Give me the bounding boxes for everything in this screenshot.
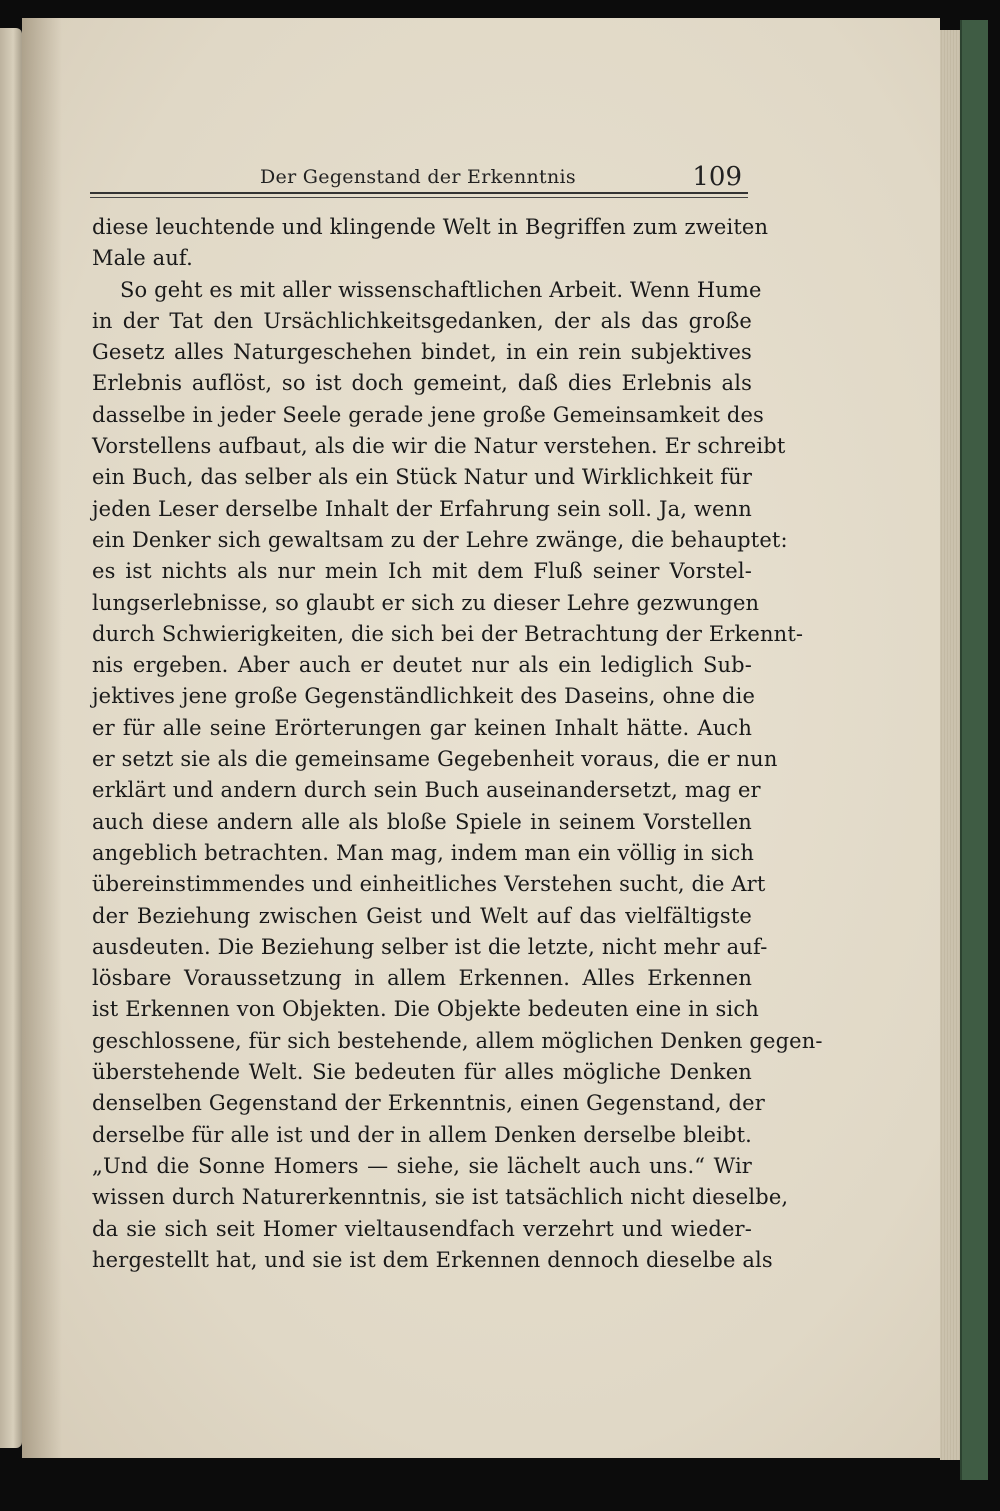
text-line: ausdeuten. Die Beziehung selber ist die letzte, nicht mehr auf- bbox=[92, 934, 768, 959]
text-line: jektives jene große Gegenständlichkeit des Daseins, ohne die bbox=[92, 684, 756, 709]
text-line: ist Erkennen von Objekten. Die Objekte bedeuten eine in sich bbox=[92, 997, 759, 1022]
text-line: übereinstimmendes und einheitliches Verstehen sucht, die Art bbox=[92, 872, 766, 897]
text-line: angeblich betrachten. Man mag, indem man ein völlig in sich bbox=[92, 840, 755, 865]
text-line: in der Tat den Ursächlichkeitsgedanken, der als das große bbox=[92, 308, 752, 333]
text-line: „Und die Sonne Homers — siehe, sie lächelt auch uns.“ Wir bbox=[92, 1153, 752, 1178]
text-line: der Beziehung zwischen Geist und Welt auf das vielfältigste bbox=[92, 903, 752, 928]
text-line: Vorstellens aufbaut, als die wir die Natur verstehen. Er schreibt bbox=[92, 434, 786, 459]
text-line: Gesetz alles Naturgeschehen bindet, in ein rein subjektives bbox=[92, 340, 752, 365]
text-line: geschlossene, für sich bestehende, allem möglichen Denken gegen- bbox=[92, 1028, 823, 1053]
text-line: überstehende Welt. Sie bedeuten für alles mögliche Denken bbox=[92, 1060, 752, 1085]
page-gutter-shadow bbox=[22, 18, 62, 1458]
book-cover-edge bbox=[960, 20, 988, 1480]
previous-page-edge bbox=[0, 28, 22, 1448]
text-line: erklärt und andern durch sein Buch auseinandersetzt, mag er bbox=[92, 778, 761, 803]
text-line: Male auf. bbox=[92, 246, 193, 271]
text-line: da sie sich seit Homer vieltausendfach verzehrt und wieder- bbox=[92, 1216, 752, 1241]
text-line: lösbare Voraussetzung in allem Erkennen. Alles Erkennen bbox=[92, 966, 752, 991]
body-text bbox=[92, 212, 823, 1276]
text-line: derselbe für alle ist und der in allem Denken derselbe bleibt. bbox=[92, 1122, 752, 1147]
page-fore-edge bbox=[940, 30, 960, 1460]
text-line: Erlebnis auflöst, so ist doch gemeint, daß dies Erlebnis als bbox=[92, 371, 752, 396]
text-line: nis ergeben. Aber auch er deutet nur als ein lediglich Sub- bbox=[92, 653, 752, 678]
text-line: lungserlebnisse, so glaubt er sich zu dieser Lehre gezwungen bbox=[92, 590, 760, 615]
text-line: dasselbe in jeder Seele gerade jene große Gemeinsamkeit des bbox=[92, 402, 764, 427]
running-header bbox=[90, 160, 750, 194]
text-line: wissen durch Naturerkenntnis, sie ist tatsächlich nicht dieselbe, bbox=[92, 1185, 789, 1210]
text-line: So geht es mit aller wissenschaftlichen Arbeit. Wenn Hume bbox=[120, 277, 762, 302]
header-rule bbox=[90, 192, 748, 194]
header-rule-thin bbox=[90, 197, 748, 198]
text-line: er für alle seine Erörterungen gar keinen Inhalt hätte. Auch bbox=[92, 715, 752, 740]
text-line: durch Schwierigkeiten, die sich bei der Betrachtung der Erkennt- bbox=[92, 621, 804, 646]
text-line: jeden Leser derselbe Inhalt der Erfahrung sein soll. Ja, wenn bbox=[92, 496, 752, 521]
text-line: ein Denker sich gewaltsam zu der Lehre zwänge, die behauptet: bbox=[92, 527, 788, 552]
text-line: auch diese andern alle als bloße Spiele in seinem Vorstellen bbox=[92, 809, 752, 834]
text-line: hergestellt hat, und sie ist dem Erkennen dennoch dieselbe als bbox=[92, 1247, 773, 1272]
text-line: ein Buch, das selber als ein Stück Natur und Wirklichkeit für bbox=[92, 465, 753, 490]
text-line: er setzt sie als die gemeinsame Gegebenheit voraus, die er nun bbox=[92, 747, 778, 772]
page-number: 109 bbox=[692, 162, 742, 192]
text-line: es ist nichts als nur mein Ich mit dem Fluß seiner Vorstel- bbox=[92, 559, 752, 584]
text-line: denselben Gegenstand der Erkenntnis, einen Gegenstand, der bbox=[92, 1091, 765, 1116]
running-title: Der Gegenstand der Erkenntnis bbox=[260, 166, 576, 188]
text-line: diese leuchtende und klingende Welt in Begriffen zum zweiten bbox=[92, 215, 769, 239]
